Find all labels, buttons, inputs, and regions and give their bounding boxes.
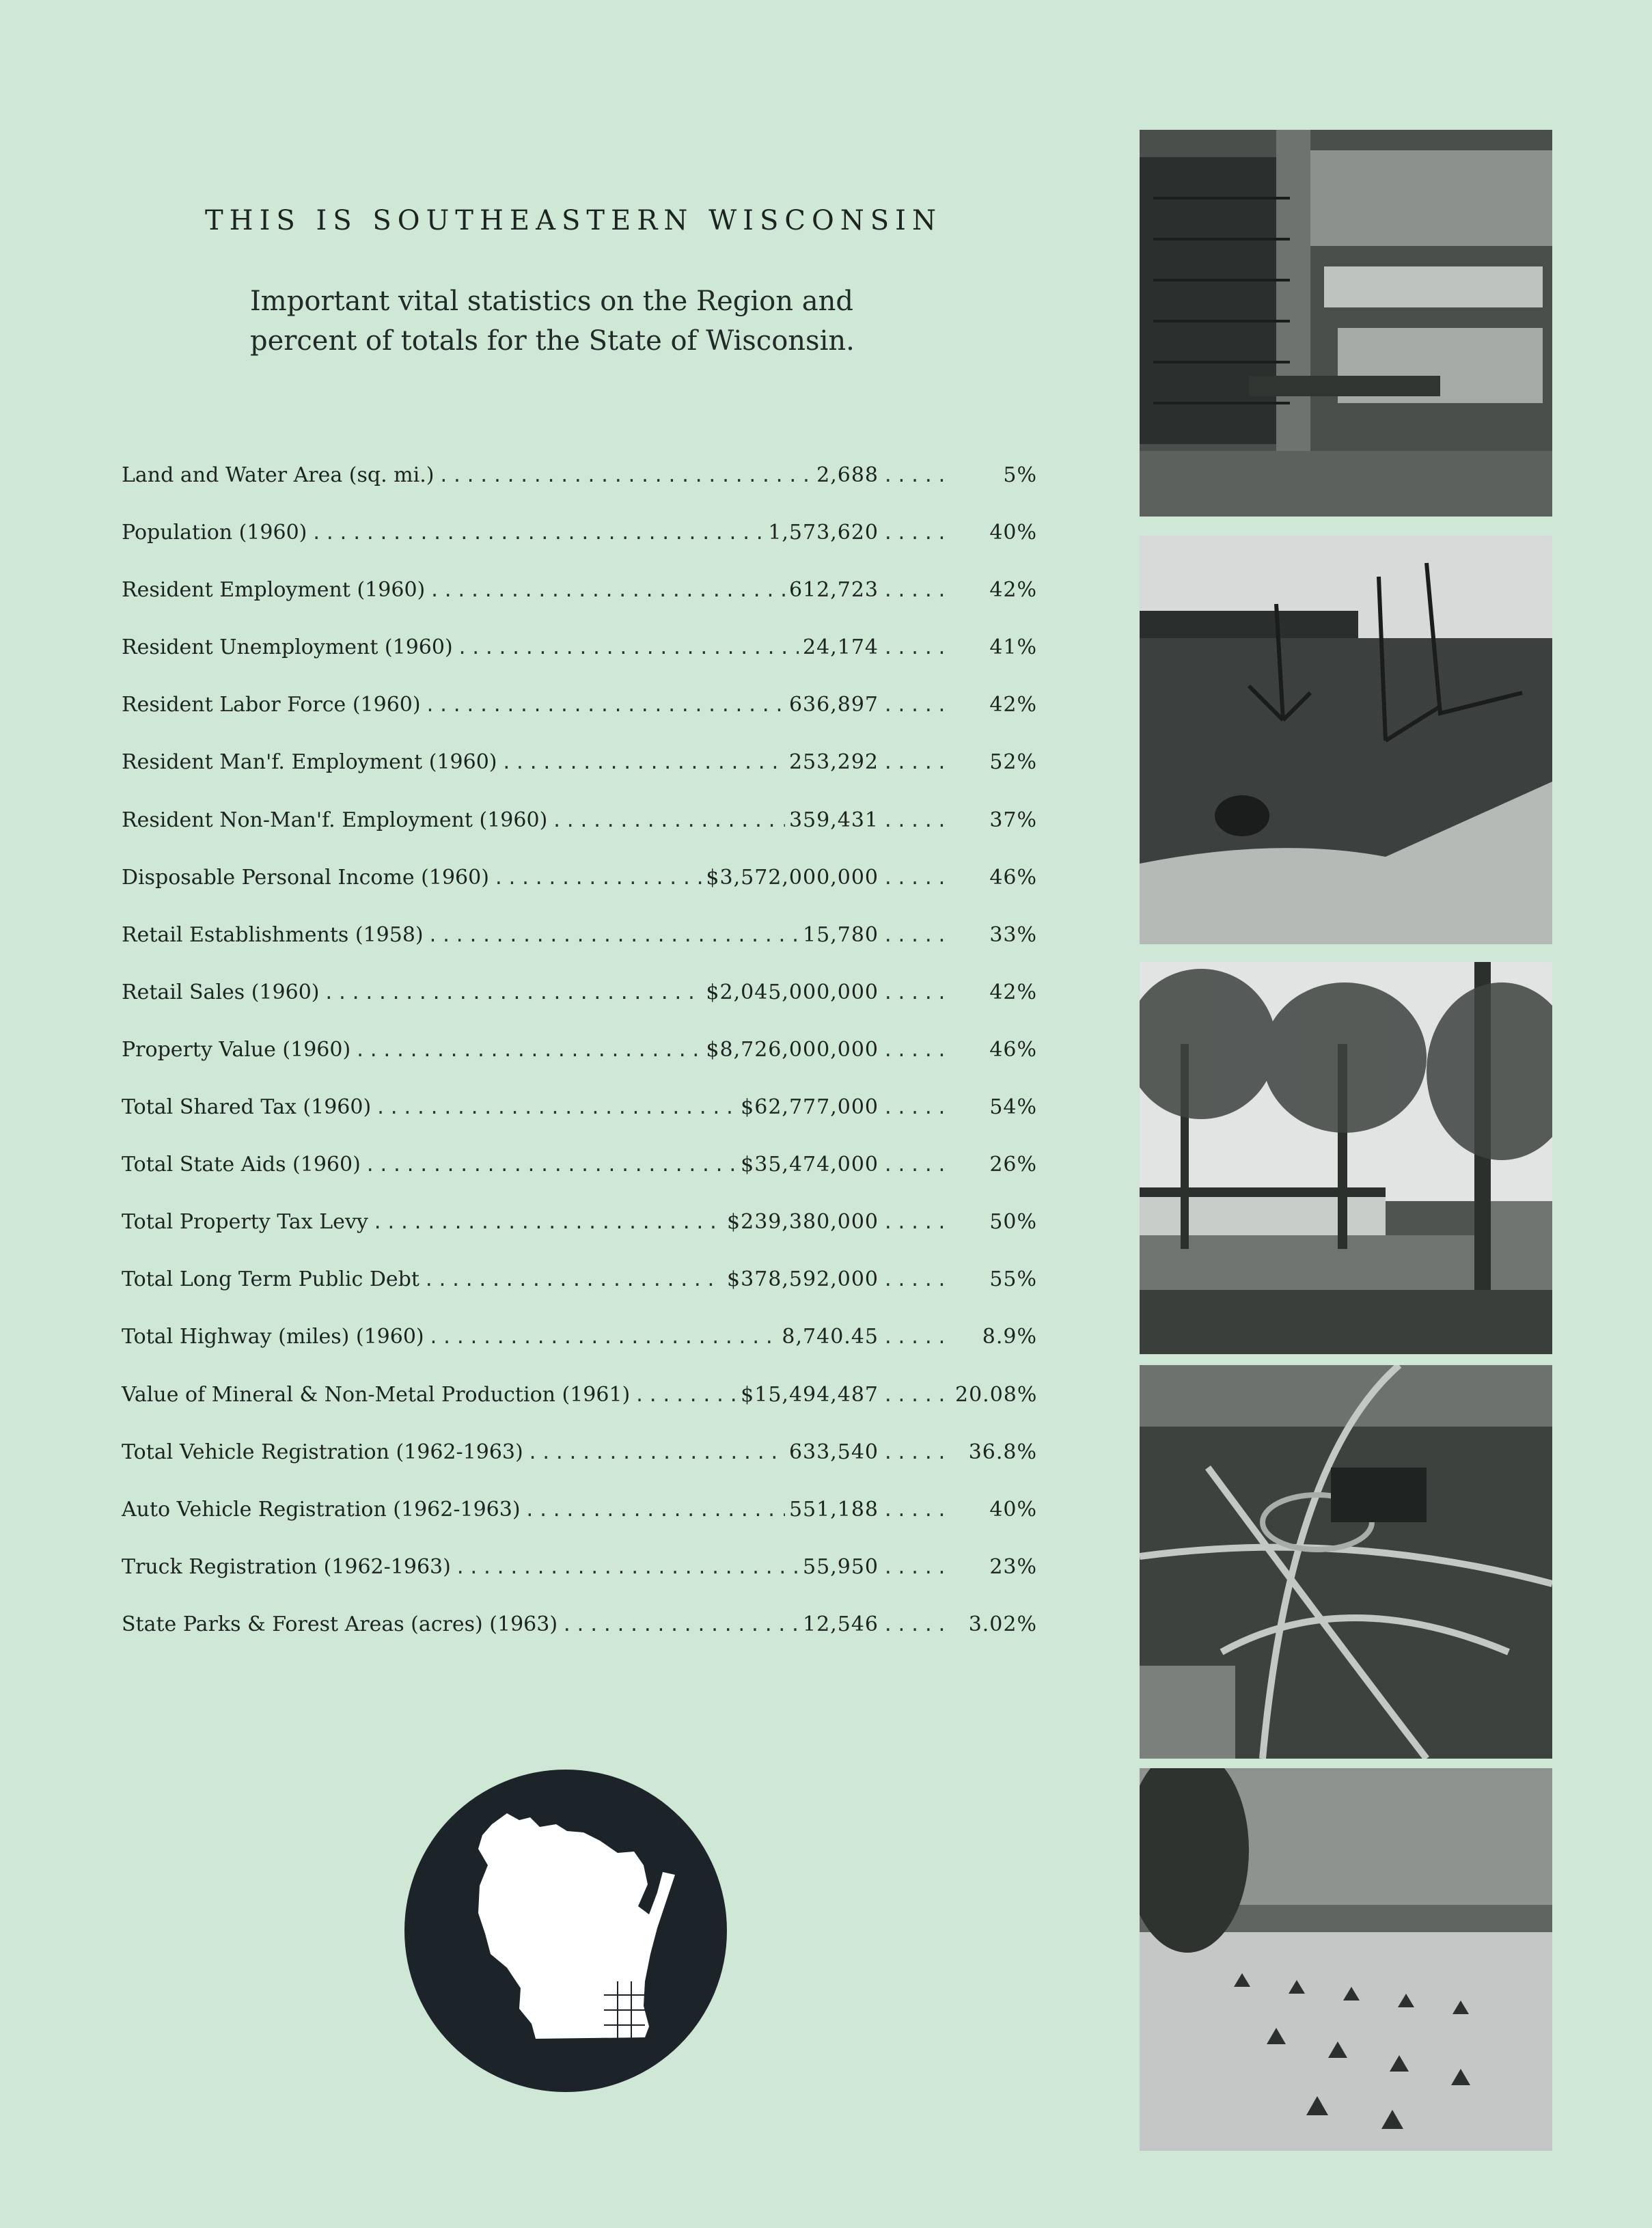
- stat-label: Resident Labor Force (1960): [122, 693, 421, 717]
- photo-suburban-house: [1140, 962, 1552, 1354]
- stat-percent: 52%: [989, 750, 1037, 775]
- stat-percent: 40%: [989, 1497, 1037, 1522]
- wisconsin-map-emblem: [404, 1770, 727, 2092]
- stat-percent: 55%: [989, 1267, 1037, 1292]
- dot-leader: [424, 1270, 723, 1291]
- dot-leader: [438, 466, 812, 486]
- dot-leader: [372, 1213, 723, 1233]
- stat-row: [122, 1267, 1037, 1325]
- stat-percent: 42%: [989, 980, 1037, 1004]
- stat-label: Population (1960): [122, 521, 307, 545]
- dot-leader: [883, 1558, 951, 1578]
- stat-value: 1,573,620: [768, 521, 879, 545]
- dot-leader: [428, 1328, 778, 1348]
- dot-leader: [883, 1270, 951, 1291]
- dot-leader: [883, 1098, 951, 1118]
- stat-percent: 37%: [989, 808, 1037, 832]
- dot-leader: [883, 1386, 951, 1406]
- stat-row: [122, 463, 1037, 521]
- dot-leader: [883, 1500, 951, 1521]
- stat-label: Resident Unemployment (1960): [122, 635, 453, 660]
- dot-leader: [634, 1386, 736, 1406]
- stat-value: $15,494,487: [741, 1382, 879, 1407]
- dot-leader: [883, 1443, 951, 1463]
- stat-percent: 50%: [989, 1210, 1037, 1235]
- dot-leader: [501, 753, 785, 773]
- photo-marsh: [1140, 536, 1552, 944]
- statistics-list: [122, 463, 1037, 1670]
- dot-leader: [883, 1328, 951, 1348]
- stat-percent: 36.8%: [968, 1440, 1037, 1464]
- stat-label: Retail Establishments (1958): [122, 922, 424, 947]
- dot-leader: [883, 638, 951, 659]
- stat-percent: 5%: [1003, 463, 1037, 487]
- photo-farm-field: [1140, 1768, 1552, 2151]
- stat-value: $62,777,000: [741, 1095, 879, 1120]
- stat-label: Land and Water Area (sq. mi.): [122, 463, 435, 487]
- stat-value: $8,726,000,000: [706, 1037, 879, 1062]
- stat-percent: 41%: [989, 635, 1037, 660]
- stat-value: 55,950: [803, 1554, 879, 1579]
- stat-row: [122, 1440, 1037, 1498]
- stat-row: [122, 635, 1037, 693]
- dot-leader: [311, 523, 764, 544]
- stat-value: 551,188: [788, 1497, 879, 1522]
- subtitle-line-2: percent of totals for the State of Wisconsin.: [250, 325, 855, 357]
- stat-label: Retail Sales (1960): [122, 980, 320, 1004]
- dot-leader: [883, 1213, 951, 1233]
- stat-label: Total Shared Tax (1960): [122, 1095, 372, 1120]
- stat-percent: 42%: [989, 693, 1037, 717]
- stat-label: Auto Vehicle Registration (1962-1963): [122, 1497, 521, 1522]
- dot-leader: [883, 753, 951, 773]
- stat-percent: 42%: [989, 578, 1037, 603]
- dot-leader: [883, 1155, 951, 1176]
- stat-row: [122, 1325, 1037, 1382]
- photo-highway-interchange: [1140, 1365, 1552, 1759]
- dot-leader: [883, 581, 951, 601]
- dot-leader: [551, 811, 785, 831]
- stat-value: $239,380,000: [727, 1210, 879, 1235]
- dot-leader: [883, 868, 951, 889]
- stat-label: Total Long Term Public Debt: [122, 1267, 419, 1292]
- stat-label: State Parks & Forest Areas (acres) (1963): [122, 1612, 558, 1636]
- dot-leader: [425, 696, 785, 716]
- stat-percent: 54%: [989, 1095, 1037, 1120]
- dot-leader: [527, 1443, 785, 1463]
- stat-percent: 46%: [989, 865, 1037, 890]
- stat-percent: 33%: [989, 922, 1037, 947]
- stat-label: Total State Aids (1960): [122, 1153, 361, 1177]
- dot-leader: [883, 811, 951, 831]
- dot-leader: [375, 1098, 736, 1118]
- page-subtitle: [250, 281, 1002, 361]
- dot-leader: [323, 983, 702, 1004]
- stat-percent: 23%: [989, 1554, 1037, 1579]
- dot-leader: [455, 1558, 799, 1578]
- subtitle-line-1: Important vital statistics on the Region and: [250, 286, 853, 317]
- stat-value: 359,431: [788, 808, 879, 832]
- stat-row: [122, 980, 1037, 1038]
- stat-row: [122, 808, 1037, 866]
- stat-value: 633,540: [788, 1440, 879, 1464]
- stat-value: $3,572,000,000: [706, 865, 879, 890]
- stat-row: [122, 1612, 1037, 1670]
- stat-label: Total Vehicle Registration (1962-1963): [122, 1440, 523, 1464]
- dot-leader: [428, 926, 799, 946]
- dot-leader: [883, 983, 951, 1004]
- dot-leader: [429, 581, 785, 601]
- stat-percent: 40%: [989, 521, 1037, 545]
- stat-value: 612,723: [788, 578, 879, 603]
- stat-row: [122, 1555, 1037, 1612]
- stat-row: [122, 750, 1037, 808]
- stat-row: [122, 578, 1037, 635]
- stat-value: 253,292: [788, 750, 879, 775]
- stat-value: 12,546: [803, 1612, 879, 1636]
- stat-row: [122, 1498, 1037, 1555]
- stat-label: Property Value (1960): [122, 1037, 351, 1062]
- wisconsin-map-icon: [404, 1770, 727, 2092]
- stat-value: $378,592,000: [727, 1267, 879, 1292]
- stat-value: $35,474,000: [741, 1153, 879, 1177]
- stat-row: [122, 923, 1037, 980]
- stat-percent: 3.02%: [968, 1612, 1037, 1636]
- stat-label: Total Highway (miles) (1960): [122, 1325, 424, 1349]
- stat-label: Resident Employment (1960): [122, 578, 426, 603]
- stat-row: [122, 1038, 1037, 1095]
- stat-value: 8,740.45: [782, 1325, 879, 1349]
- stat-value: 24,174: [803, 635, 879, 660]
- stat-percent: 8.9%: [982, 1325, 1037, 1349]
- dot-leader: [883, 1041, 951, 1061]
- stat-row: [122, 1095, 1037, 1153]
- dot-leader: [355, 1041, 702, 1061]
- stat-row: [122, 1383, 1037, 1440]
- page-title: THIS IS SOUTHEASTERN WISCONSIN: [205, 205, 942, 236]
- stat-label: Total Property Tax Levy: [122, 1210, 368, 1235]
- stat-label: Disposable Personal Income (1960): [122, 865, 489, 890]
- stat-row: [122, 1153, 1037, 1210]
- stat-row: [122, 866, 1037, 923]
- dot-leader: [883, 926, 951, 946]
- dot-leader: [365, 1155, 736, 1176]
- stat-value: $2,045,000,000: [706, 980, 879, 1004]
- dot-leader: [883, 696, 951, 716]
- dot-leader: [562, 1615, 799, 1636]
- stat-label: Resident Man'f. Employment (1960): [122, 750, 497, 775]
- stat-row: [122, 1210, 1037, 1267]
- stat-percent: 20.08%: [955, 1382, 1038, 1407]
- dot-leader: [493, 868, 702, 889]
- stat-row: [122, 521, 1037, 578]
- dot-leader: [883, 1615, 951, 1636]
- stat-value: 2,688: [816, 463, 879, 487]
- stat-percent: 46%: [989, 1037, 1037, 1062]
- stat-label: Truck Registration (1962-1963): [122, 1554, 451, 1579]
- stat-row: [122, 693, 1037, 750]
- photo-industrial-aerial: [1140, 130, 1552, 517]
- dot-leader: [525, 1500, 785, 1521]
- dot-leader: [457, 638, 799, 659]
- stat-label: Value of Mineral & Non-Metal Production (1961): [122, 1382, 631, 1407]
- dot-leader: [883, 523, 951, 544]
- stat-value: 636,897: [788, 693, 879, 717]
- dot-leader: [883, 466, 951, 486]
- stat-percent: 26%: [989, 1153, 1037, 1177]
- stat-value: 15,780: [803, 922, 879, 947]
- stat-label: Resident Non-Man'f. Employment (1960): [122, 808, 548, 832]
